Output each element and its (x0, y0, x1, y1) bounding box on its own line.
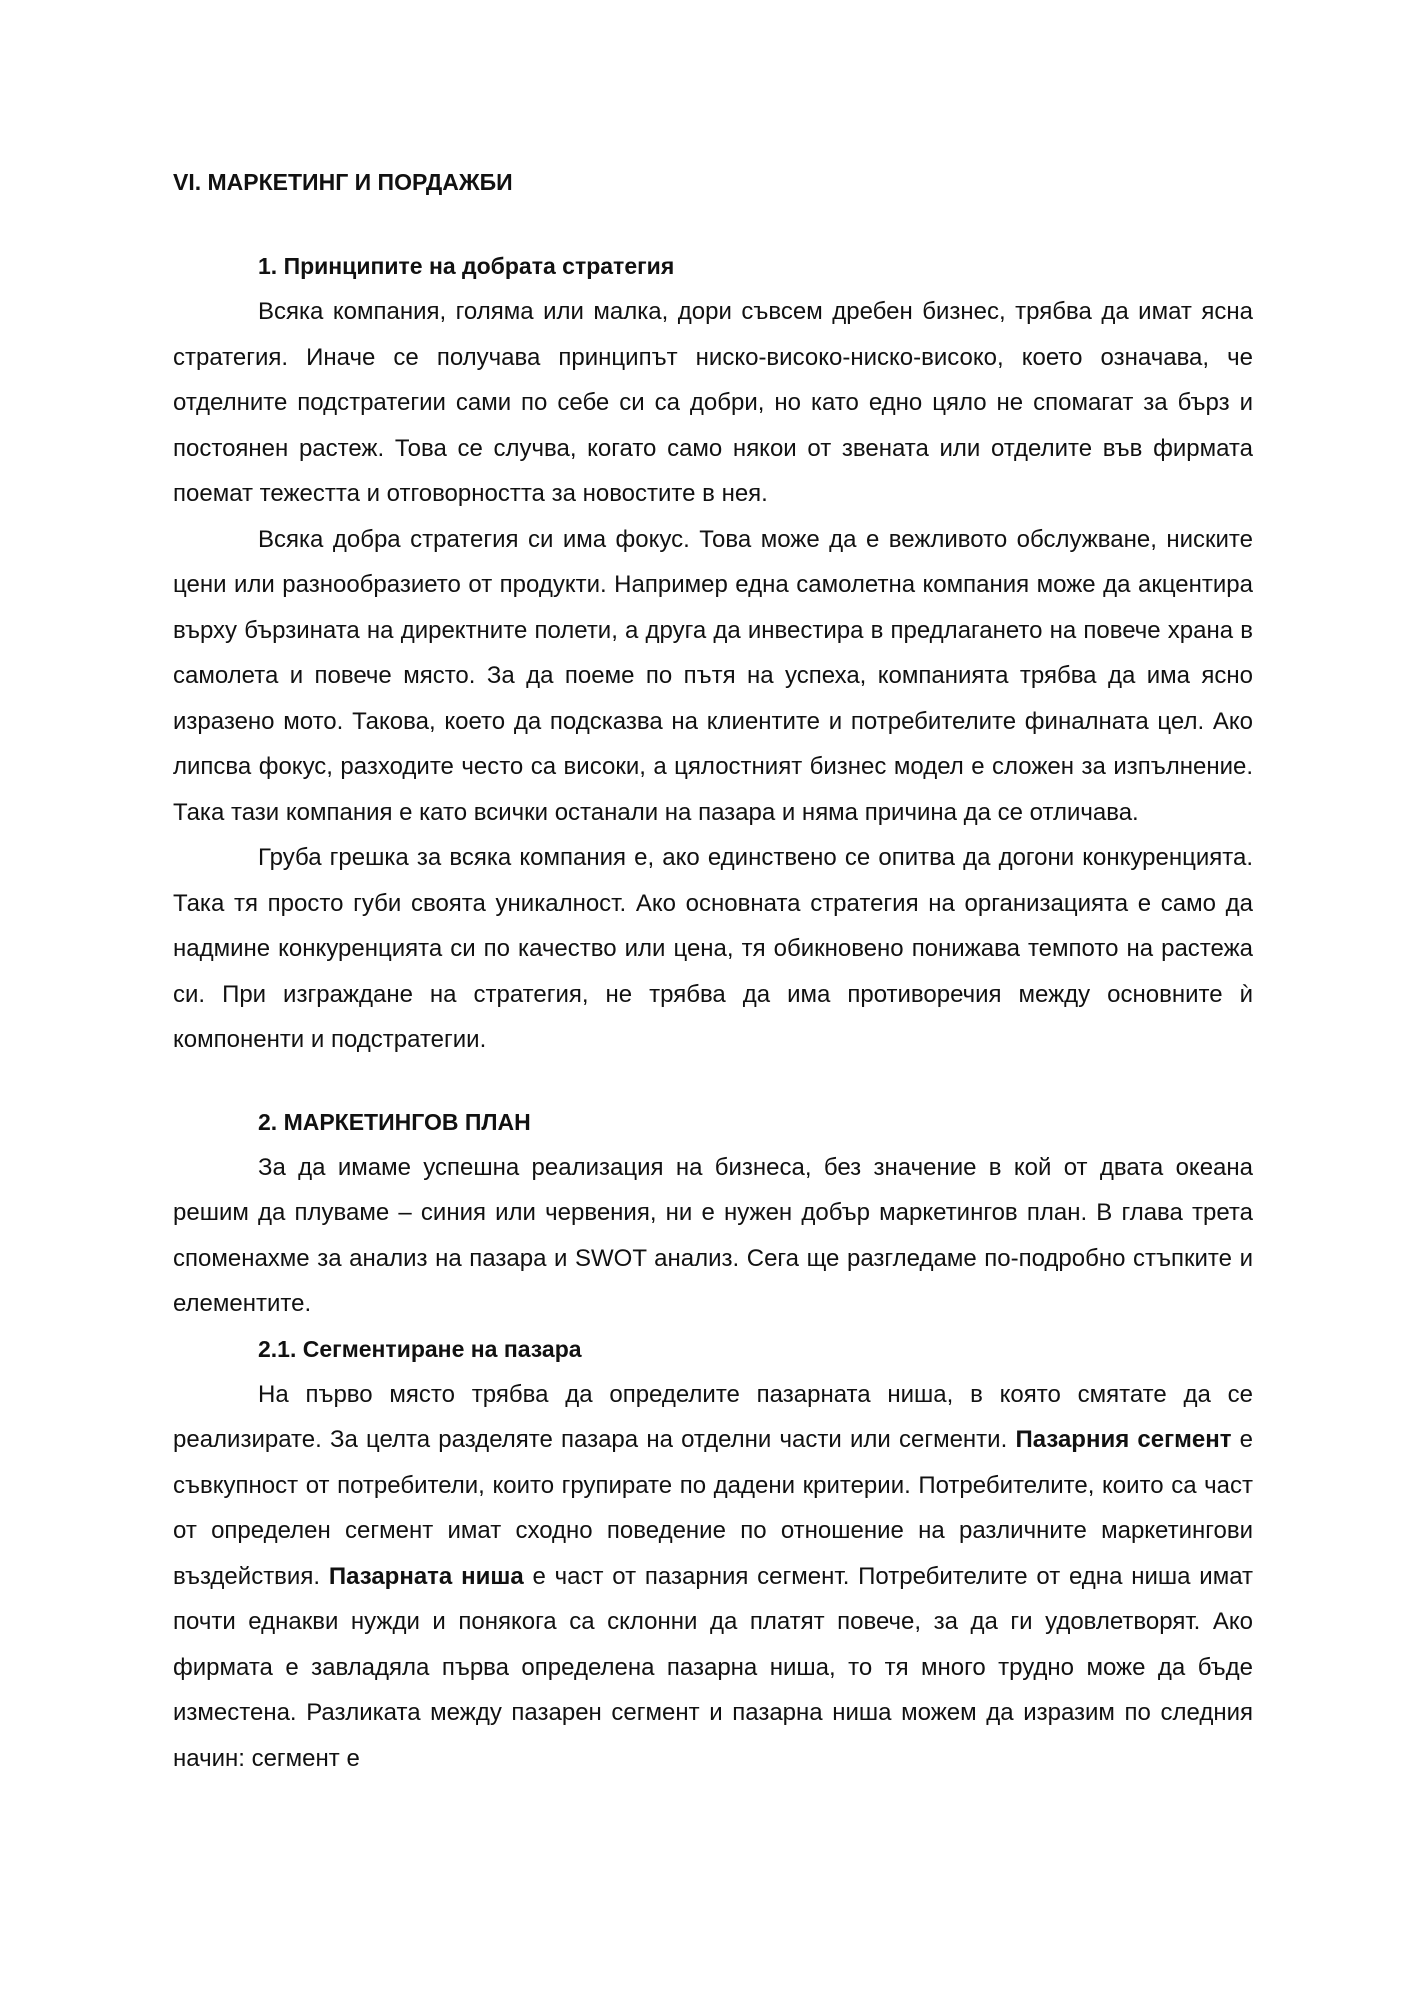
spacer (173, 1063, 1253, 1100)
document-page (173, 160, 1253, 1781)
section-heading-strategy: 1. Принципите на добрата стратегия (258, 253, 675, 279)
chapter-title: VI. МАРКЕТИНГ И ПОРДАЖБИ (173, 169, 513, 195)
section-heading-marketing-plan: 2. МАРКЕТИНГОВ ПЛАН (258, 1108, 531, 1135)
paragraph-strategy-3: Груба грешка за всяка компания е, ако единствено се опитва да догони конкуренцията. Така тя просто губи своята уникалност. Ако основната стратегия на организацията е само да надмине конкуренцията си по качество или цена, тя обикновено понижава темпото на растежа си. При изграждане на стратегия, не трябва да има противоречия между основните ѝ компоненти и подстратегии. (173, 844, 1253, 1053)
niche-definition-text: е част от пазарния сегмент. Потребителите от една ниша имат почти еднакви нужди и понякога са склонни да платят повече, за да ги удовлетворят. Ако фирмата е завладяла първа определена пазарна ниша, то тя много трудно може да бъде изместена. Разликата между пазарен сегмент и пазарна ниша можем да изразим по следния начин: сегмент е (173, 1562, 1254, 1772)
term-market-segment: Пазарния сегмент (1015, 1426, 1232, 1453)
paragraph-strategy-2: Всяка добра стратегия си има фокус. Това може да е вежливото обслужване, ниските цени или разнообразието от продукти. Например една самолетна компания може да акцентира върху бързината на директните полети, а друга да инвестира в предлагането на повече храна в самолета и повече място. За да поеме по пътя на успеха, компанията трябва да има ясно изразено мото. Такова, което да подсказва на клиентите и потребителите финалната цел. Ако липсва фокус, разходите често са високи, а цялостният бизнес модел е сложен за изпълнение. Така тази компания е като всички останали на пазара и няма причина да се отличава. (173, 525, 1253, 826)
paragraph-strategy-1: Всяка компания, голяма или малка, дори съвсем дребен бизнес, трябва да имат ясна стратегия. Иначе се получава принципът ниско-високо-ниско-високо, което означава, че отделните подстратегии сами по себе си са добри, но като едно цяло не спомагат за бърз и постоянен растеж. Това се случва, когато само някои от звената или отделите във фирмата поемат тежестта и отговорността за новостите в нея. (173, 298, 1253, 507)
section-heading-segmentation: 2.1. Сегментиране на пазара (258, 1335, 582, 1362)
section-strategy-principles (173, 244, 1253, 1063)
paragraph-segmentation (173, 1372, 1253, 1782)
spacer (173, 204, 1253, 244)
section-market-segmentation (173, 1327, 1253, 1782)
segmentation-intro-text: На първо място трябва да определите пазарната ниша, в която смятате да се реализирате. За целта разделяте пазара на отделни части или сегменти. (173, 1380, 1253, 1453)
term-market-niche: Пазарната ниша (328, 1562, 524, 1590)
paragraph-marketing-plan: За да имаме успешна реализация на бизнеса, без значение в кой от двата океана решим да плуваме – синия или червения, ни е нужен добър маркетингов план. В глава трета споменахме за анализ на пазара и SWOT анализ. Сега ще разгледаме по-подробно стъпките и елементите. (173, 1153, 1253, 1317)
section-marketing-plan (173, 1100, 1253, 1327)
segment-definition-text: е съвкупност от потребители, които групирате по дадени критерии. Потребителите, които са част от определен сегмент имат сходно поведение по отношение на различните маркетингови въздействия. (173, 1426, 1254, 1590)
